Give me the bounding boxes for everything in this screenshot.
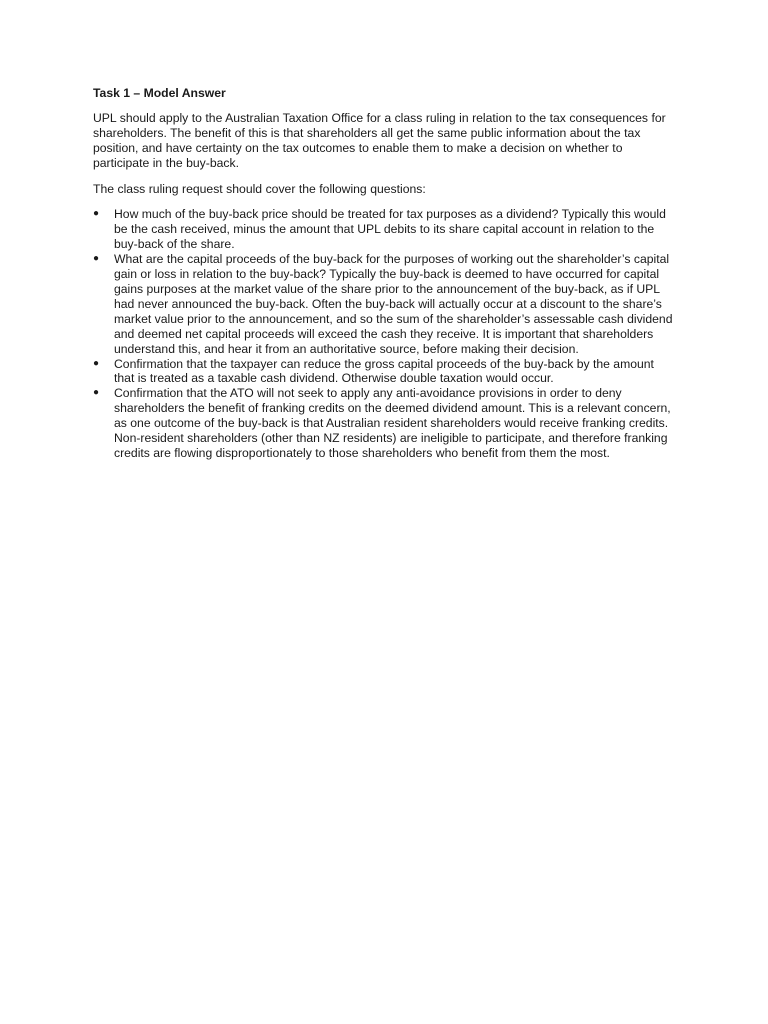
list-item-text: Confirmation that the taxpayer can reduce the gross capital proceeds of the buy-back by the amount that is treated as a taxable cash dividend. Otherwise double taxation would occur. bbox=[114, 356, 654, 386]
list-item bbox=[93, 252, 673, 356]
list-item bbox=[93, 357, 673, 387]
question-list bbox=[93, 207, 673, 460]
bullet-dot-icon: ● bbox=[93, 208, 100, 220]
bullet-dot-icon: ● bbox=[93, 387, 100, 399]
list-item bbox=[93, 207, 673, 252]
document-page bbox=[93, 86, 673, 461]
lead-in-paragraph: The class ruling request should cover the following questions: bbox=[93, 181, 426, 196]
intro-paragraph: UPL should apply to the Australian Taxation Office for a class ruling in relation to the tax consequences for shareholders. The benefit of this is that shareholders all get the same public information about the tax position, and have certainty on the tax outcomes to enable them to make a decision on whether to participate in the buy-back. bbox=[93, 110, 666, 170]
list-item bbox=[93, 386, 673, 461]
document-heading: Task 1 – Model Answer bbox=[93, 86, 226, 100]
list-item-text: What are the capital proceeds of the buy-back for the purposes of working out the shareholder’s capital gain or loss in relation to the buy-back? Typically the buy-back is deemed to have occurred for capital gains purposes at the market value of the share prior to the announcement of the buy-back, as if UPL had never announced the buy-back. Often the buy-back will actually occur at a discount to the share’s market value prior to the announcement, and so the sum of the shareholder’s assessable cash dividend and deemed net capital proceeds will exceed the cash they receive. It is important that shareholders understand this, and hear it from an authoritative source, before making their decision. bbox=[114, 252, 673, 356]
bullet-dot-icon: ● bbox=[93, 357, 100, 369]
list-item-text: Confirmation that the ATO will not seek to apply any anti-avoidance provisions in order to deny shareholders the benefit of franking credits on the deemed dividend amount. This is a relevant concern, as one outcome of the buy-back is that Australian resident shareholders would receive franking credits. Non-resident shareholders (other than NZ residents) are ineligible to participate, and therefore franking credits are flowing disproportionately to those shareholders who benefit from them the most. bbox=[114, 386, 671, 460]
list-item-text: How much of the buy-back price should be treated for tax purposes as a dividend? Typically this would be the cash received, minus the amount that UPL debits to its share capital account in relation to the buy-back of the share. bbox=[114, 207, 666, 252]
bullet-dot-icon: ● bbox=[93, 253, 100, 265]
